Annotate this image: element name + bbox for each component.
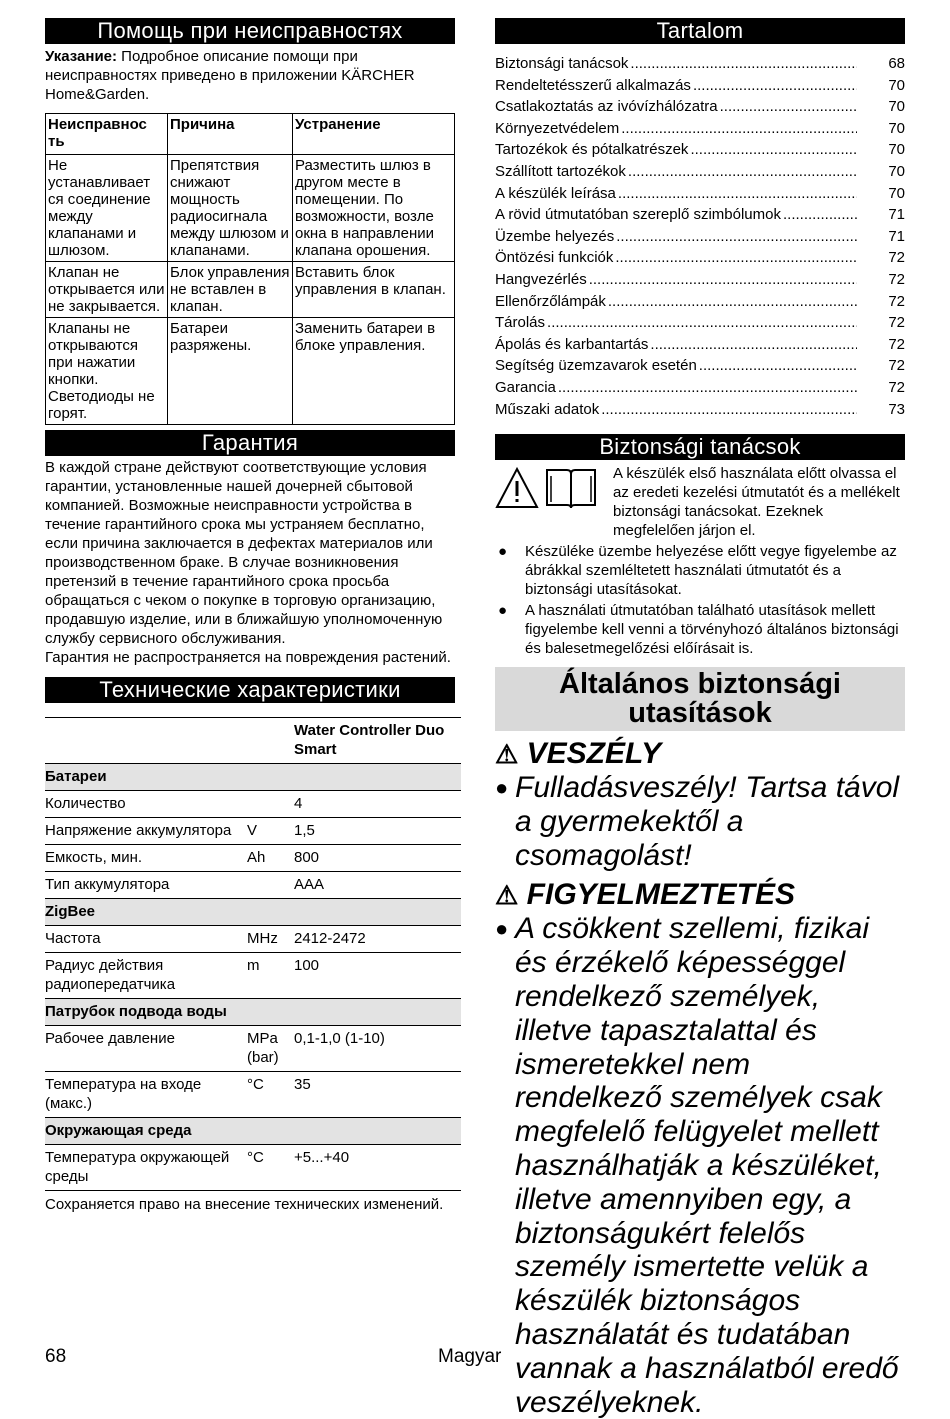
toc-item-page: 68	[888, 55, 905, 72]
toc-item-title: Biztonsági tanácsok	[495, 55, 629, 72]
specs-section: Окружающая среда	[45, 1118, 461, 1145]
left-column	[45, 18, 455, 1214]
toc-leader-dots	[608, 291, 857, 313]
toc-item-page: 70	[888, 184, 905, 202]
page-number: 68	[45, 1346, 67, 1367]
toc-item[interactable]	[495, 312, 905, 334]
troubleshooting-heading: Помощь при неисправностях	[45, 18, 455, 44]
toc-item-title: Környezetvédelem	[495, 119, 620, 137]
specs-section: Батареи	[45, 764, 461, 791]
toc-item[interactable]	[495, 291, 905, 313]
toc-item-page: 72	[888, 292, 905, 310]
toc-item-title: Garancia	[495, 378, 556, 396]
toc-item[interactable]	[495, 161, 905, 183]
warning-triangle-icon: ⚠	[495, 739, 519, 770]
toc-item-page: 72	[888, 357, 905, 375]
list-item: ● A használati útmutatóban található utasítások mellett figyelembe kell venni a törvényhozó általános biztonsági és balesetmegelőzési előírásait is.	[495, 601, 905, 658]
danger-item: ● Fulladásveszély! Tartsa távol a gyermekektől a csomagolást!	[495, 771, 900, 872]
toc-item[interactable]	[495, 269, 905, 291]
toc-item-page: 70	[888, 162, 905, 180]
specs-row: Количество 4	[45, 791, 461, 818]
toc-leader-dots	[616, 226, 857, 248]
toc-leader-dots	[547, 312, 857, 334]
note-text: Подробное описание помощи при неисправностях приведено в приложении KÄRCHER Home&Garden.	[45, 48, 415, 103]
bullet-icon: ●	[495, 916, 509, 942]
toc-item-page: 72	[888, 249, 905, 267]
toc-item-page: 70	[888, 98, 905, 116]
table-cell: Вставить блок управления в клапан.	[293, 262, 455, 318]
danger-label: ⚠ VESZÉLY	[495, 737, 662, 771]
table-cell: Клапан не открывается или не закрывается.	[46, 262, 168, 318]
specs-row: Напряжение аккумулятора V 1,5	[45, 818, 461, 845]
toc-item-page: 70	[888, 76, 905, 94]
footer-language: Magyar	[438, 1346, 502, 1367]
toc-item[interactable]	[495, 139, 905, 161]
toc-item-title: Segítség üzemzavarok esetén	[495, 357, 697, 375]
specs-row: Температура окружающей среды °C +5...+40	[45, 1145, 461, 1191]
specs-row: Температура на входе (макс.) °C 35	[45, 1072, 461, 1118]
warranty-heading: Гарантия	[45, 430, 455, 456]
warranty-exclusion: Гарантия не распространяется на повреждения растений.	[45, 649, 451, 666]
toc-item-title: Öntözési funkciók	[495, 249, 614, 267]
toc-item[interactable]	[495, 53, 905, 75]
table-row	[46, 155, 455, 262]
list-item: ● Készüléke üzembe helyezése előtt vegye figyelembe az ábrákkal szemléltetett használati útmutatót és a biztonsági utasításokat.	[495, 542, 905, 599]
toc-item-page: 72	[888, 270, 905, 288]
toc-item[interactable]	[495, 96, 905, 118]
toc-item[interactable]	[495, 204, 905, 226]
toc-item-title: A készülék leírása	[495, 184, 616, 202]
toc-leader-dots	[618, 183, 857, 205]
specs-section: Патрубок подвода воды	[45, 999, 461, 1026]
toc-item-page: 72	[888, 378, 905, 396]
table-cell: Клапаны не открываются при нажатии кнопки. Светодиоды не горят.	[46, 318, 168, 425]
note-label: Указание:	[45, 48, 118, 65]
toc-leader-dots	[589, 269, 857, 291]
table-cell: Не устанавливает ся соединение между клапанами и шлюзом.	[46, 155, 168, 262]
toc-item-page: 73	[888, 400, 905, 418]
toc-item[interactable]	[495, 247, 905, 269]
toc-leader-dots	[690, 139, 857, 161]
specs-row: Емкость, мин. Ah 800	[45, 845, 461, 872]
toc-heading: Tartalom	[495, 18, 905, 44]
toc-leader-dots	[615, 247, 857, 269]
bullet-icon: ●	[498, 602, 508, 620]
manual-book-icon	[545, 466, 597, 510]
bullet-icon: ●	[498, 543, 508, 561]
safety-icons	[495, 464, 613, 540]
general-safety-heading: Általános biztonsági utasítások	[495, 667, 905, 731]
right-column	[495, 18, 905, 1419]
toc-item-title: Ápolás és karbantartás	[495, 335, 649, 353]
table-row	[46, 262, 455, 318]
toc-leader-dots	[601, 399, 857, 421]
warning-label: ⚠ FIGYELMEZTETÉS	[495, 878, 796, 912]
toc-leader-dots	[621, 118, 857, 140]
toc-leader-dots	[720, 96, 857, 118]
specs-section: ZigBee	[45, 899, 461, 926]
specs-table	[45, 717, 461, 1191]
specs-row: Тип аккумулятора AAA	[45, 872, 461, 899]
toc-item-page: 72	[888, 335, 905, 353]
specs-row: Рабочее давление MPa (bar) 0,1-1,0 (1-10)	[45, 1026, 461, 1072]
specs-heading: Технические характеристики	[45, 677, 455, 703]
toc-item[interactable]	[495, 75, 905, 97]
specs-row: Частота MHz 2412-2472	[45, 926, 461, 953]
toc-item-title: Tartozékok és pótalkatrészek	[495, 141, 689, 159]
toc-leader-dots	[628, 161, 857, 183]
safety-intro-text: A készülék első használata előtt olvassa el az eredeti kezelési útmutatót és a mellékelt biztonsági tanácsokat. Ezeknek megfelelően járjon el.	[613, 465, 900, 540]
toc-leader-dots	[558, 377, 857, 399]
toc-item[interactable]	[495, 118, 905, 140]
table-cell: Батареи разряжены.	[168, 318, 293, 425]
column-header: Устранение	[293, 114, 455, 155]
warning-triangle-icon	[495, 466, 539, 510]
table-of-contents	[495, 53, 905, 420]
product-name: Water Controller Duo Smart	[294, 718, 461, 764]
toc-item[interactable]	[495, 334, 905, 356]
toc-item-title: Üzembe helyezés	[495, 227, 615, 245]
toc-item-page: 70	[888, 119, 905, 137]
toc-item[interactable]	[495, 377, 905, 399]
specs-footnote: Сохраняется право на внесение технических изменений.	[45, 1196, 444, 1213]
toc-leader-dots	[630, 53, 857, 75]
toc-item-page: 70	[888, 141, 905, 159]
toc-item-title: Ellenőrzőlámpák	[495, 292, 606, 310]
warranty-text: В каждой стране действуют соответствующие условия гарантии, установленные нашей дочерней сбытовой компанией. Возможные неисправности устройства в течение гарантийного срока мы устраняем бесплатно, если причина заключается в дефектах материалов или производственном браке. В случае возникновения претензий в течение гарантийного срока просьба обращаться с чеком о покупке в торговую организацию, продавшую изделие, или в ближайшую уполномоченную службу сервисного обслуживания.	[45, 459, 443, 647]
troubleshooting-table	[45, 113, 455, 425]
table-cell: Препятствия снижают мощность радиосигнала между шлюзом и клапанами.	[168, 155, 293, 262]
warning-triangle-icon: ⚠	[495, 880, 519, 911]
toc-item-title: Hangvezérlés	[495, 270, 587, 288]
safety-heading: Biztonsági tanácsok	[495, 434, 905, 460]
toc-item-title: Csatlakoztatás az ivóvízhálózatra	[495, 98, 718, 116]
toc-leader-dots	[783, 204, 857, 226]
column-header: Неисправнос ть	[46, 114, 168, 155]
troubleshooting-note	[45, 47, 455, 104]
toc-leader-dots	[650, 334, 857, 356]
bullet-icon: ●	[495, 775, 509, 801]
table-header-row	[46, 114, 455, 155]
table-cell: Блок управления не вставлен в клапан.	[168, 262, 293, 318]
toc-item-title: Rendeltetésszerű alkalmazás	[495, 76, 691, 94]
toc-item-title: Szállított tartozékok	[495, 162, 626, 180]
toc-item[interactable]	[495, 399, 905, 421]
toc-item-page: 71	[888, 206, 905, 224]
safety-intro	[495, 464, 905, 540]
table-cell: Разместить шлюз в другом месте в помещении. По возможности, возле окна в направлении клапана орошения.	[293, 155, 455, 262]
table-cell: Заменить батареи в блоке управления.	[293, 318, 455, 425]
toc-leader-dots	[693, 75, 857, 97]
specs-row: Радиус действия радиопередатчика m 100	[45, 953, 461, 999]
toc-item-title: Műszaki adatok	[495, 400, 600, 418]
toc-item-title: A rövid útmutatóban szereplő szimbólumok	[495, 206, 781, 224]
toc-item-title: Tárolás	[495, 314, 546, 332]
specs-header-row	[45, 718, 461, 764]
warning-item: ● A csökkent szellemi, fizikai és érzékelő képességgel rendelkező személyek, illetve tapasztalattal és ismeretekkel nem rendelkező személyek csak megfelelő felügyelet mellett használhatják a készüléket, illetve amennyiben egy, a biztonságukért felelős személy ismertette velük a készülék biztonságos használatát és tudatában vannak a használatból eredő veszélyeknek.	[495, 912, 899, 1419]
table-row	[46, 318, 455, 425]
column-header: Причина	[168, 114, 293, 155]
toc-leader-dots	[699, 355, 857, 377]
toc-item-page: 71	[888, 227, 905, 245]
toc-item[interactable]	[495, 226, 905, 248]
toc-item[interactable]	[495, 355, 905, 377]
toc-item[interactable]	[495, 183, 905, 205]
toc-item-page: 72	[888, 314, 905, 332]
